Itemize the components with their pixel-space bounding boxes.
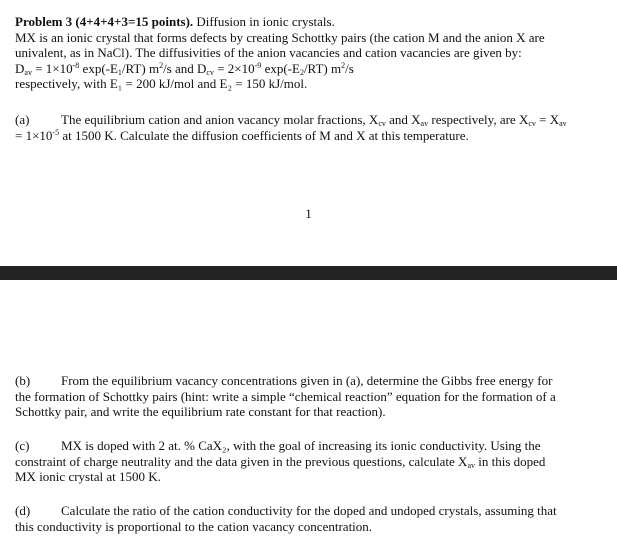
part-c-line-1 [15,438,605,454]
part-b-line-3: Schottky pair, and write the equilibrium rate constant for that reaction). [15,404,386,419]
page-number: 1 [305,206,312,221]
part-a-text-end: at 1500 K. Calculate the diffusion coefficients of M and X at this temperature. [59,127,469,143]
part-d-text: Calculate the ratio of the cation conductivity for the doped and undoped crystals, assuming that [61,503,557,518]
document-page-1 [0,0,617,266]
part-c-text-2: constraint of charge neutrality and the data given in the previous questions, calculate X [15,453,468,469]
part-a-line-2: = $1\times 10^{-5}$ at 1500 K. Calculate the diffusion coefficients of M and X at this temperature. [15,127,469,143]
part-d [15,503,605,534]
part-c-line-3: MX ionic crystal at 1500 K. [15,469,161,484]
part-a [15,112,605,143]
part-c-text: MX is doped with 2 at. % CaX₂, with the goal of increasing its ionic conductivity. Using the [61,438,541,453]
part-b [15,373,605,420]
part-b-label: (b) [15,373,31,388]
activation-energies: respectively, with E₁ = 200 kJ/mol and E₂ = 150 kJ/mol. [15,76,308,91]
intro-line-2: univalent, as in NaCl). The diffusivities of the anion vacancies and cation vacancies are given by: [15,45,522,60]
part-b-line-2: the formation of Schottky pairs (hint: write a simple “chemical reaction” equation for the formation of a [15,388,556,404]
problem-heading-line [15,14,605,30]
page-separator [0,266,617,280]
part-a-text: The equilibrium cation and anion vacancy molar fractions, X [61,112,379,127]
part-d-label: (d) [15,503,31,518]
document-page-2 [0,280,617,544]
part-d-line-2: this conductivity is proportional to the cation vacancy concentration. [15,518,373,534]
problem-intro [15,14,605,92]
part-c-label: (c) [15,438,30,453]
problem-heading: Problem 3 (4+4+4+3=15 points). [15,14,194,29]
part-a-label: (a) [15,112,30,127]
part-c-text-2-tail: in this doped [475,453,546,469]
part-c-line-2: constraint of charge neutrality and the data given in the previous questions, calculate $X_{av}$ in this doped [15,453,546,470]
diffusivity-equations: $D_{av} = 1\times 10^{-8}$ $\exp(-E_1/RT)$ $m^2/s$ and $D_{cv} = 2\times 10^{-9}$ $\exp(-E_2/RT)$ $m^2/s$ [15,60,354,77]
part-c [15,438,605,485]
part-b-text: From the equilibrium vacancy concentrations given in (a), determine the Gibbs free energy for [61,373,553,388]
intro-line-1: MX is an ionic crystal that forms defects by creating Schottky pairs (the cation M and the anion X are [15,29,545,45]
part-a-line-1: (a) The equilibrium cation and anion vacancy molar fractions, $X_{cv}$ and $X_{av}$ respectively, are $X_{cv} = X_{av}$ [15,112,567,128]
part-b-line-1 [15,373,605,389]
part-d-line-1 [15,503,605,519]
problem-topic: Diffusion in ionic crystals. [193,14,335,29]
